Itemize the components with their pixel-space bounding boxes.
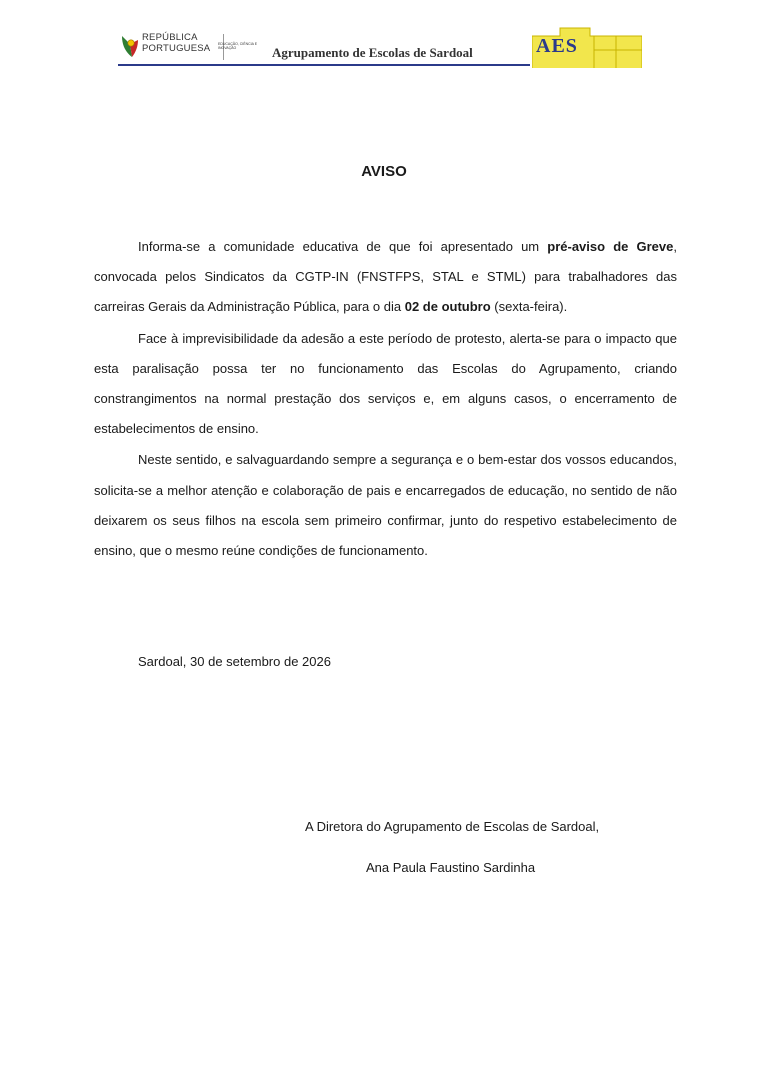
school-name: Agrupamento de Escolas de Sardoal xyxy=(272,45,473,60)
letterhead xyxy=(108,22,644,72)
p1-text-3: (sexta-feira). xyxy=(490,299,568,315)
p1-bold-date: 02 de outubro xyxy=(404,299,491,315)
notice-body xyxy=(94,232,677,566)
paragraph-2: Face à imprevisibilidade da adesão a este período de protesto, alerta-se para o impacto que esta paralisação possa ter no funcionamento das Escolas do Agrupamento, criando constrangimentos na normal prestação dos serviços e, em alguns casos, o encerramento de estabelecimentos de ensino. xyxy=(94,330,677,437)
p1-text-1: Informa-se a comunidade educativa de que foi apresentado um xyxy=(138,239,548,254)
portugal-emblem-icon xyxy=(120,32,140,58)
signature-role: A Diretora do Agrupamento de Escolas de Sardoal, xyxy=(305,819,600,834)
gov-line-2: PORTUGUESA xyxy=(142,43,211,54)
p1-bold-strike: pré-aviso de Greve xyxy=(547,239,674,254)
gov-line-1: REPÚBLICA xyxy=(142,32,198,43)
aes-logo-text: AES xyxy=(536,35,578,57)
place-date: Sardoal, 30 de setembro de 2026 xyxy=(138,654,331,669)
ministry-label: EDUCAÇÃO, CIÊNCIA E INOVAÇÃO xyxy=(218,42,258,50)
republica-portuguesa-logo xyxy=(120,30,232,62)
paragraph-1 xyxy=(94,232,677,323)
page-title: AVISO xyxy=(361,163,407,180)
signature-name: Ana Paula Faustino Sardinha xyxy=(366,860,536,875)
header-rule xyxy=(118,64,530,66)
paragraph-3: Neste sentido, e salvaguardando sempre a segurança e o bem-estar dos vossos educandos, solicita-se a melhor atenção e colaboração de pais e encarregados de educação, no sentido de não deixarem os seus filhos na escola sem primeiro confirmar, junto do respetivo estabelecimento de ensino, que o mesmo reúne condições de funcionamento. xyxy=(94,452,677,559)
p1-text-2: , convocada pelos Sindicatos da CGTP-IN (FNSTFPS, STAL e STML) para trabalhadores das carreiras Gerais da Administração Pública, para o dia xyxy=(94,239,677,315)
aes-logo xyxy=(532,26,642,68)
